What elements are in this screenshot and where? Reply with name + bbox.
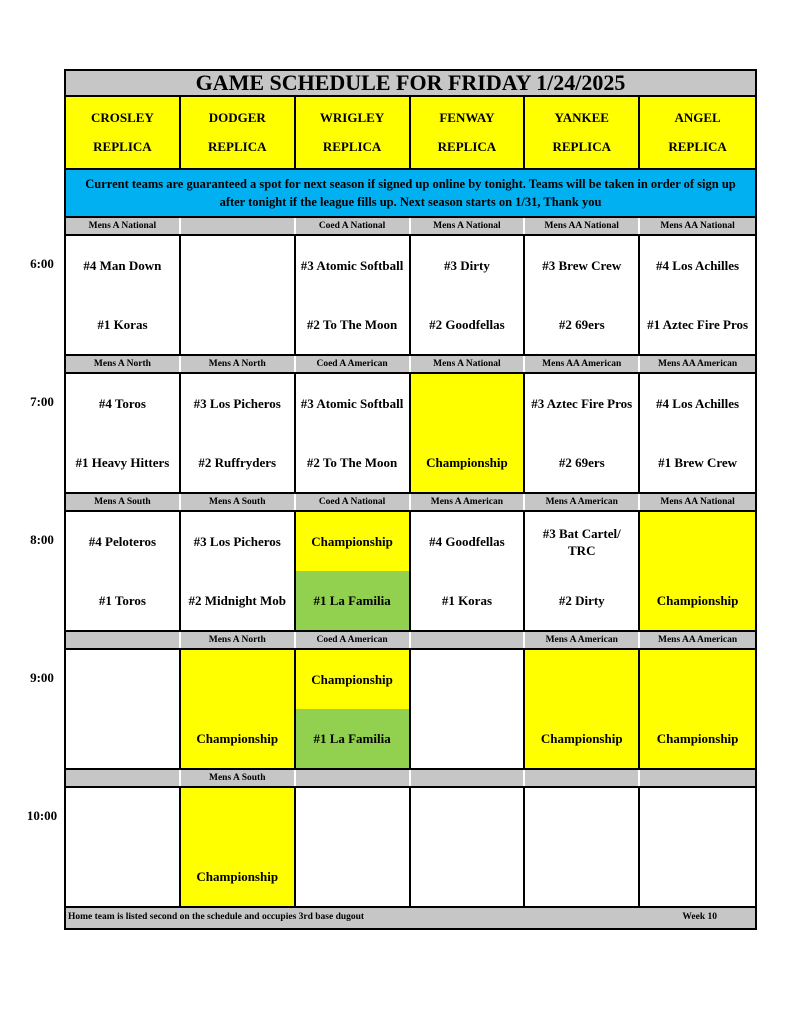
- home-team: #1 La Familia: [296, 709, 409, 768]
- game-cell: [181, 512, 296, 630]
- home-team: #2 Dirty: [558, 593, 605, 608]
- game-cell: [640, 374, 755, 492]
- venue-header: [66, 97, 181, 168]
- venue-sub: REPLICA: [668, 139, 727, 155]
- venue-name: YANKEE: [554, 109, 609, 125]
- home-team: Championship: [196, 731, 279, 746]
- home-team: [525, 847, 638, 906]
- home-team: [411, 709, 524, 768]
- division-label: Mens AA American: [657, 635, 738, 645]
- away-team: Championship: [296, 512, 409, 571]
- home-team: Championship: [656, 593, 739, 608]
- division-row: [64, 770, 757, 788]
- home-team: [411, 847, 524, 906]
- away-team: #4 Toros: [98, 396, 146, 411]
- game-cell: [525, 788, 640, 906]
- division-label: Mens A South: [181, 770, 296, 786]
- division-label: [640, 770, 755, 786]
- division-label: Coed A National: [296, 494, 411, 510]
- home-team: #2 Goodfellas: [429, 317, 505, 332]
- division-label: [296, 770, 411, 786]
- schedule-sheet: [64, 69, 757, 930]
- game-row: [64, 512, 757, 632]
- game-cell: [296, 788, 411, 906]
- time-label: 8:00: [30, 532, 54, 547]
- away-team: [66, 788, 179, 847]
- division-label: Mens A South: [181, 494, 296, 510]
- venue-sub: REPLICA: [207, 139, 267, 155]
- division-row: [64, 632, 757, 650]
- away-team: #3 Atomic Softball: [300, 396, 404, 411]
- home-team: #1 Koras: [441, 593, 493, 608]
- division-label: [411, 632, 526, 648]
- away-team: [411, 650, 524, 709]
- division-row: [64, 494, 757, 512]
- game-cell: [525, 650, 640, 768]
- home-team: [66, 709, 179, 768]
- venue-name: WRIGLEY: [319, 109, 385, 125]
- venue-name: ANGEL: [674, 109, 721, 125]
- home-team: #2 To The Moon: [306, 317, 398, 332]
- division-label: Mens A American: [411, 494, 526, 510]
- venue-name: CROSLEY: [90, 109, 154, 125]
- game-cell: [296, 236, 411, 354]
- away-team: #4 Goodfellas: [429, 534, 505, 549]
- away-team: #4 Man Down: [83, 258, 162, 273]
- away-team: #3 Los Picheros: [193, 396, 281, 411]
- division-label: Mens A North: [181, 356, 296, 372]
- division-label: [66, 770, 181, 786]
- home-team: Championship: [656, 731, 739, 746]
- away-team: #4 Los Achilles: [656, 396, 740, 411]
- game-cell: [66, 512, 181, 630]
- away-team: [66, 650, 179, 709]
- division-label: Coed A American: [296, 356, 411, 372]
- game-cell: [181, 236, 296, 354]
- game-row: [64, 788, 757, 908]
- venue-sub: REPLICA: [437, 139, 497, 155]
- game-row: [64, 650, 757, 770]
- game-cell: [411, 512, 526, 630]
- division-label: Coed A National: [296, 218, 411, 234]
- time-label: 9:00: [30, 670, 54, 685]
- game-cell: [66, 788, 181, 906]
- home-team: #2 69ers: [558, 317, 605, 332]
- division-row: [64, 218, 757, 236]
- away-team: [411, 788, 524, 847]
- division-label: Mens A American: [525, 494, 640, 510]
- division-label: Mens AA National: [660, 221, 735, 231]
- home-team: #2 To The Moon: [306, 455, 398, 470]
- division-label: [181, 218, 296, 234]
- game-cell: [181, 788, 296, 906]
- away-team: [181, 236, 294, 295]
- division-label: Mens A National: [411, 218, 526, 234]
- home-team: #2 69ers: [558, 455, 605, 470]
- venue-header: [411, 97, 526, 168]
- venue-name: DODGER: [208, 109, 266, 125]
- time-slots: [64, 218, 757, 908]
- away-team: #3 Brew Crew: [542, 258, 622, 273]
- time-label: 7:00: [30, 394, 54, 409]
- division-label: Mens A North: [66, 356, 181, 372]
- division-label: [525, 770, 640, 786]
- division-label: [66, 632, 181, 648]
- page-title: GAME SCHEDULE FOR FRIDAY 1/24/2025: [64, 69, 757, 97]
- away-team: [640, 650, 755, 709]
- home-team: Championship: [196, 869, 279, 884]
- division-label: [411, 770, 526, 786]
- game-cell: [181, 374, 296, 492]
- game-row: [64, 374, 757, 494]
- game-cell: [181, 650, 296, 768]
- away-team: [525, 650, 638, 709]
- venue-sub: REPLICA: [322, 139, 382, 155]
- division-label: Mens A National: [411, 356, 526, 372]
- away-team: [525, 788, 638, 847]
- away-team: #4 Peloteros: [88, 534, 157, 549]
- venue-sub: REPLICA: [552, 139, 611, 155]
- time-label: 10:00: [26, 808, 58, 823]
- home-team: #1 La Familia: [296, 571, 409, 630]
- game-cell: [296, 512, 411, 630]
- game-cell: [640, 650, 755, 768]
- division-label: Mens A American: [525, 632, 640, 648]
- away-team: #4 Los Achilles: [656, 258, 740, 273]
- division-label: Mens AA American: [657, 359, 738, 369]
- home-team: [181, 295, 294, 354]
- away-team: [181, 788, 294, 847]
- game-cell: [640, 788, 755, 906]
- away-team: [411, 374, 524, 433]
- division-label: Mens A North: [181, 632, 296, 648]
- venue-sub: REPLICA: [93, 139, 152, 155]
- away-team: #3 Los Picheros: [193, 534, 281, 549]
- game-cell: [411, 236, 526, 354]
- venue-header: [181, 97, 296, 168]
- venue-header: [525, 97, 640, 168]
- away-team: #3 Bat Cartel/ TRC: [542, 525, 621, 558]
- game-cell: [411, 374, 526, 492]
- division-label: Mens A South: [66, 494, 181, 510]
- home-team: #1 Heavy Hitters: [75, 455, 170, 470]
- game-cell: [296, 650, 411, 768]
- away-team: #3 Atomic Softball: [300, 258, 404, 273]
- game-cell: [411, 788, 526, 906]
- home-team: [296, 847, 409, 906]
- home-team-note: Home team is listed second on the schedule and occupies 3rd base dugout: [68, 912, 365, 922]
- season-notice: Current teams are guaranteed a spot for next season if signed up online by tonight. Teams will be taken in order of sign up after tonight if the league fills up. Next season starts on 1/31, Thank you: [64, 170, 757, 218]
- venue-header: [640, 97, 755, 168]
- home-team: Championship: [540, 731, 623, 746]
- away-team: [296, 788, 409, 847]
- division-label: Mens AA American: [525, 356, 640, 372]
- away-team: Championship: [296, 650, 409, 709]
- home-team: [640, 847, 755, 906]
- game-cell: [296, 374, 411, 492]
- week-label: Week 10: [682, 912, 717, 922]
- away-team: [640, 512, 755, 571]
- venue-header-row: [64, 97, 757, 170]
- division-label: Mens AA National: [660, 497, 735, 507]
- footer-bar: [64, 908, 757, 930]
- home-team: #2 Midnight Mob: [188, 593, 286, 608]
- away-team: #3 Dirty: [443, 258, 490, 273]
- game-cell: [525, 374, 640, 492]
- game-cell: [640, 236, 755, 354]
- game-cell: [411, 650, 526, 768]
- away-team: #3 Aztec Fire Pros: [531, 396, 633, 411]
- game-cell: [640, 512, 755, 630]
- division-label: Mens AA National: [525, 218, 640, 234]
- home-team: [66, 847, 179, 906]
- home-team: #2 Ruffryders: [198, 455, 277, 470]
- away-team: [640, 788, 755, 847]
- division-label: Mens A National: [66, 218, 181, 234]
- home-team: #1 Brew Crew: [658, 455, 738, 470]
- home-team: #1 Toros: [98, 593, 146, 608]
- away-team: [181, 650, 294, 709]
- time-label: 6:00: [30, 256, 54, 271]
- venue-name: FENWAY: [439, 109, 495, 125]
- game-row: [64, 236, 757, 356]
- home-team: #1 Koras: [97, 317, 148, 332]
- venue-header: [296, 97, 411, 168]
- game-cell: [525, 512, 640, 630]
- game-cell: [66, 374, 181, 492]
- home-team: #1 Aztec Fire Pros: [647, 317, 749, 332]
- division-row: [64, 356, 757, 374]
- home-team: Championship: [426, 455, 508, 470]
- game-cell: [66, 236, 181, 354]
- division-label: Coed A American: [296, 632, 411, 648]
- game-cell: [525, 236, 640, 354]
- game-cell: [66, 650, 181, 768]
